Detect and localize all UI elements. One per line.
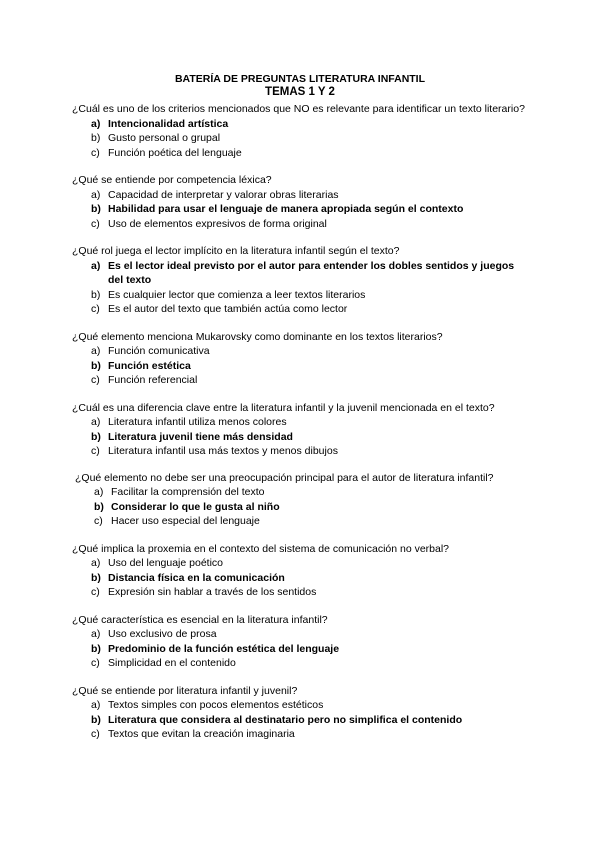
option-text: Literatura infantil usa más textos y menos dibujos [108, 445, 338, 457]
option-text: Función poética del lenguaje [108, 146, 242, 159]
option-text: Expresión sin hablar a través de los sentidos [108, 586, 317, 598]
question-text: ¿Cuál es una diferencia clave entre la literatura infantil y la juvenil mencionada en el texto? [72, 401, 495, 414]
option-text: Literatura infantil utiliza menos colores [108, 416, 287, 428]
option-text: Hacer uso especial del lenguaje [111, 515, 260, 527]
question-text: ¿Cuál es uno de los criterios mencionados que NO es relevante para identificar un texto literario? [72, 103, 525, 115]
answer-option [72, 500, 532, 515]
answer-option [72, 288, 532, 303]
question-block [72, 244, 532, 317]
answer-option [72, 571, 532, 586]
question-list [72, 102, 532, 742]
answer-option [72, 627, 532, 642]
answer-option [72, 131, 532, 146]
option-letter: c) [91, 146, 100, 159]
question-text: ¿Qué rol juega el lector implícito en la literatura infantil según el texto? [72, 245, 400, 257]
option-letter: a) [94, 486, 104, 498]
option-text: Uso del lenguaje poético [108, 557, 223, 569]
answer-option [72, 415, 532, 430]
answer-option [72, 359, 532, 374]
option-letter: c) [91, 374, 100, 386]
answer-option [72, 430, 532, 445]
document-subtitle: TEMAS 1 Y 2 [265, 86, 335, 98]
option-text: Uso de elementos expresivos de forma original [108, 217, 327, 230]
option-letter: c) [91, 445, 100, 457]
option-letter: a) [91, 557, 101, 569]
option-letter: c) [91, 728, 100, 740]
document-title: BATERÍA DE PREGUNTAS LITERATURA INFANTIL [174, 73, 426, 85]
option-text: Habilidad para usar el lenguaje de manera apropiada según el contexto [108, 203, 464, 215]
option-text: Textos simples con pocos elementos estéticos [108, 699, 324, 711]
option-letter: b) [91, 288, 101, 301]
answer-option [72, 444, 532, 459]
option-letter: a) [91, 416, 101, 428]
answer-option [72, 485, 532, 500]
option-letter: c) [91, 303, 100, 315]
answer-option [72, 713, 532, 728]
answer-option [72, 188, 532, 203]
option-letter: b) [91, 642, 101, 655]
question-text: ¿Qué se entiende por competencia léxica? [72, 174, 272, 186]
option-letter: a) [91, 628, 101, 640]
option-letter: b) [91, 203, 101, 215]
option-text: Considerar lo que le gusta al niño [111, 500, 280, 513]
answer-option [72, 344, 532, 359]
answer-option [72, 373, 532, 388]
option-letter: b) [91, 359, 101, 372]
option-letter: b) [91, 430, 101, 443]
option-letter: b) [94, 500, 104, 513]
question-block [72, 684, 532, 742]
question-text: ¿Qué característica es esencial en la literatura infantil? [72, 613, 328, 626]
answer-option [72, 217, 532, 232]
question-block [72, 330, 532, 388]
answer-option [72, 117, 532, 132]
option-letter: c) [91, 586, 100, 598]
option-letter: c) [91, 657, 100, 669]
option-text: Uso exclusivo de prosa [108, 628, 217, 640]
answer-option [72, 642, 532, 657]
option-text: Facilitar la comprensión del texto [111, 486, 265, 498]
answer-option [72, 514, 532, 529]
answer-option [72, 656, 532, 671]
option-letter: b) [91, 713, 101, 726]
question-block [72, 173, 532, 231]
answer-option [72, 146, 532, 161]
question-text: ¿Qué implica la proxemia en el contexto del sistema de comunicación no verbal? [72, 542, 450, 555]
question-block [72, 613, 532, 671]
option-text: Función estética [108, 359, 191, 372]
answer-option [72, 556, 532, 571]
option-letter: b) [91, 132, 101, 144]
question-block [72, 471, 532, 529]
answer-option [72, 259, 532, 288]
question-block [72, 542, 532, 600]
answer-option [72, 698, 532, 713]
option-letter: a) [91, 699, 101, 711]
option-text: Es cualquier lector que comienza a leer textos literarios [108, 288, 366, 301]
question-text: ¿Qué se entiende por literatura infantil y juvenil? [72, 684, 298, 697]
option-text: Función comunicativa [108, 345, 210, 357]
option-text: Textos que evitan la creación imaginaria [108, 728, 295, 740]
option-letter: a) [91, 345, 101, 357]
question-block [72, 401, 532, 459]
option-text: Capacidad de interpretar y valorar obras literarias [108, 188, 339, 201]
option-text: Predominio de la función estética del lenguaje [108, 642, 340, 655]
question-text: ¿Qué elemento menciona Mukarovsky como dominante en los textos literarios? [72, 330, 443, 343]
answer-option [72, 585, 532, 600]
question-block [72, 102, 532, 160]
option-letter: b) [91, 571, 101, 584]
option-text: Literatura que considera al destinatario pero no simplifica el contenido [108, 713, 463, 726]
option-letter: a) [91, 117, 101, 130]
option-text: Gusto personal o grupal [108, 132, 221, 144]
option-letter: a) [91, 259, 101, 272]
answer-option [72, 727, 532, 742]
option-text: Función referencial [108, 374, 198, 386]
option-text: Es el autor del texto que también actúa como lector [108, 303, 348, 315]
answer-option [72, 202, 532, 217]
option-text: Simplicidad en el contenido [108, 657, 236, 669]
option-text: Distancia física en la comunicación [108, 571, 285, 584]
question-text: ¿Qué elemento no debe ser una preocupación principal para el autor de literatura infantil? [75, 471, 494, 484]
option-text: Intencionalidad artística [108, 117, 229, 130]
option-letter: c) [94, 515, 103, 527]
option-letter: a) [91, 188, 101, 201]
option-text: Literatura juvenil tiene más densidad [108, 430, 293, 443]
answer-option [72, 302, 532, 317]
option-letter: c) [91, 217, 100, 230]
option-text: Es el lector ideal previsto por el autor para entender los dobles sentidos y juegos del texto [108, 259, 515, 286]
